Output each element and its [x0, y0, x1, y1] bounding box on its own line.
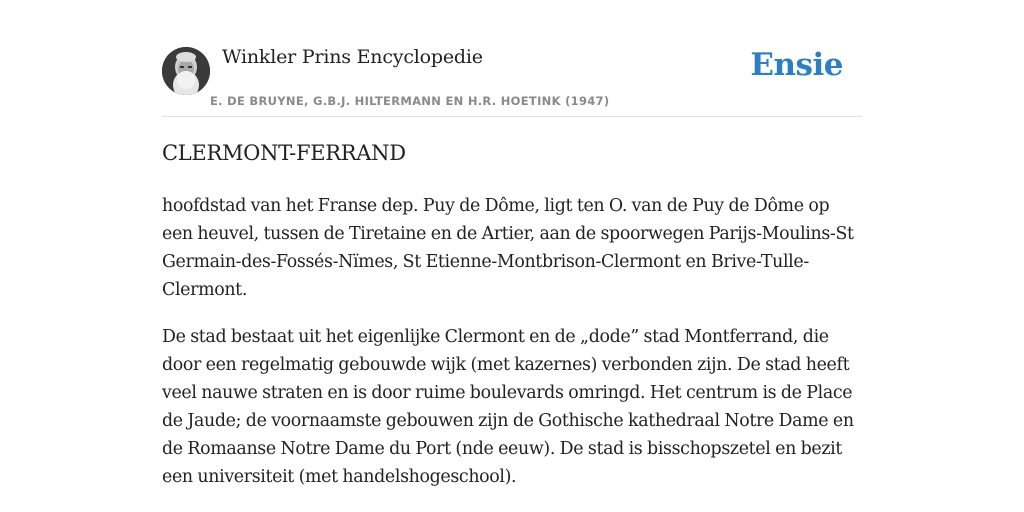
source-authors: E. DE BRUYNE, G.B.J. HILTERMANN EN H.R. HOETINK (1947)	[210, 94, 610, 108]
article-paragraph: hoofdstad van het Franse dep. Puy de Dôme, ligt ten O. van de Puy de Dôme op een heuvel, tussen de Tiretaine en de Artier, aan de spoorwegen Parijs-Moulins-St Germain-des-Fossés-Nïmes, St Etienne-Montbrison-Clermont en Brive-Tulle-Clermont.	[162, 196, 854, 300]
source-title[interactable]: Winkler Prins Encyclopedie	[222, 46, 483, 68]
author-portrait-icon	[162, 47, 210, 95]
page	[162, 0, 862, 487]
ensie-logo[interactable]: Ensie	[750, 47, 843, 83]
article-title: CLERMONT-FERRAND	[162, 141, 406, 165]
article-paragraph: De stad bestaat uit het eigenlijke Clermont en de „dode” stad Montferrand, die door een regelmatig gebouwde wijk (met kazernes) verbonden zijn. De stad heeft veel nauwe straten en is door ruime boulevards omringd. Het centrum is de Place de Jaude; de voornaamste gebouwen zijn de Gothische kathedraal Notre Dame en de Romaanse Notre Dame du Port (nde eeuw). De stad is bisschopszetel en bezit een universiteit (met handelshogeschool).	[162, 327, 854, 487]
article-body	[162, 192, 862, 510]
author-avatar[interactable]	[162, 47, 210, 95]
source-header	[162, 0, 862, 117]
